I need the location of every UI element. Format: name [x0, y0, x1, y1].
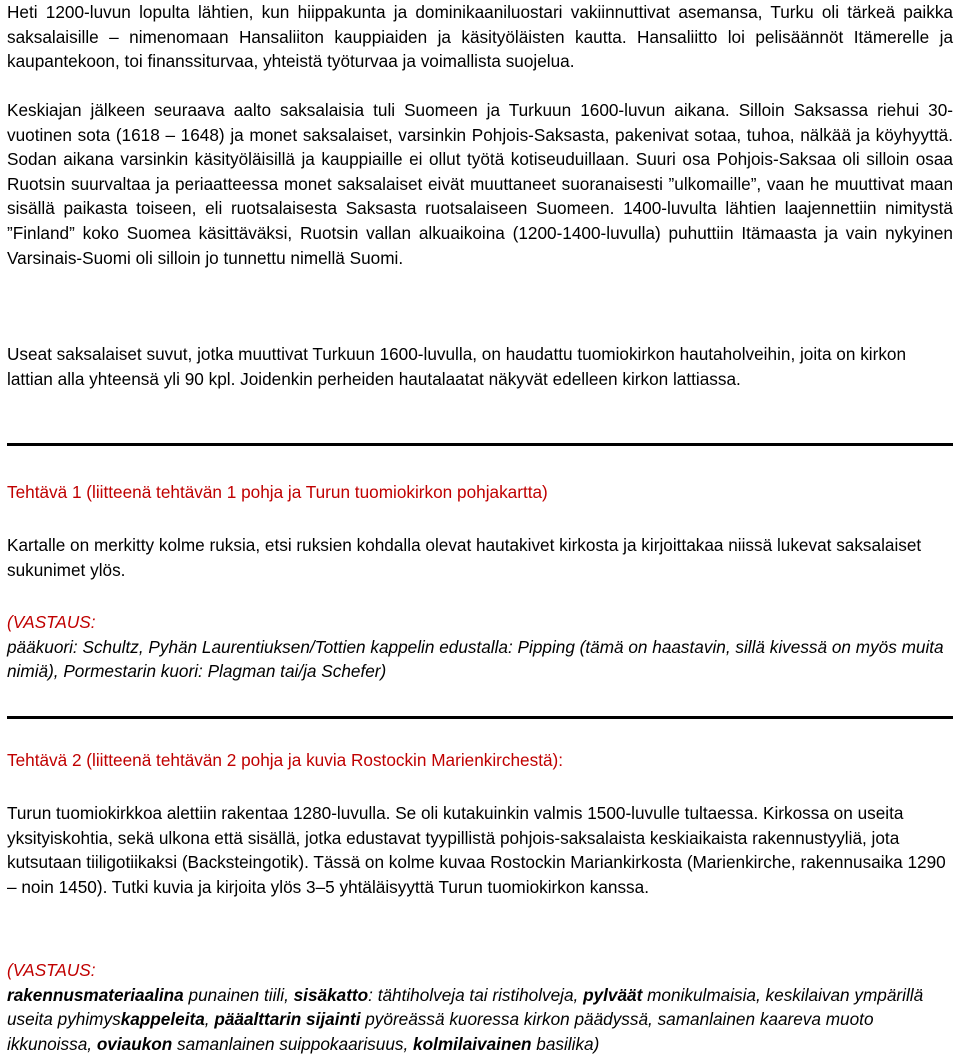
answer-term: oviaukon	[96, 1033, 173, 1054]
task1-answer	[7, 610, 953, 684]
answer-term: rakennusmateriaalina	[7, 984, 184, 1005]
intro-text-3: Useat saksalaiset suvut, jotka muuttivat Turkuun 1600-luvulla, on haudattu tuomiokirkon hautaholveihin, joita on kirkon lattian alla yhteensä yli 90 kpl. Joidenkin perheiden hautalaatat näkyvät edelleen kirkon lattiassa.	[7, 344, 907, 389]
answer-text: samanlainen suippokaarisuus,	[172, 1033, 414, 1054]
section-divider	[7, 716, 953, 719]
task2-body	[7, 801, 953, 899]
answer-text: monikulmaisia, keskilaivan ympärillä useita pyhimys	[7, 984, 924, 1030]
answer-term: pääalttarin sijainti	[214, 1009, 361, 1030]
task2-answer-text	[7, 983, 953, 1057]
answer-text: basilika)	[531, 1033, 600, 1054]
task2-text: Turun tuomiokirkkoa alettiin rakentaa 1280-luvulla. Se oli kutakuinkin valmis 1500-luvulle tultaessa. Kirkossa on useita yksityiskohtia, sekä ulkona että sisällä, jotka edustavat tyypillistä pohjois-saksalaista keskiaikaista rakennustyyliä, jota kutsutaan tiiligotiikaksi (Backsteingotik). Tässä on kolme kuvaa Rostockin Mariankirkosta (Marienkirche, rakennusaika 1290 – noin 1450). Tutki kuvia ja kirjoita ylös 3–5 yhtäläisyyttä Turun tuomiokirkon kanssa.	[7, 803, 946, 897]
task2-answer-label: (VASTAUS:	[7, 960, 96, 980]
task1-body	[7, 533, 953, 582]
intro-paragraph-1	[7, 0, 953, 74]
task1-answer-text: pääkuori: Schultz, Pyhän Laurentiuksen/Tottien kappelin edustalla: Pipping (tämä on haastavin, sillä kivessä on myös muita nimiä), Pormestarin kuori: Plagman tai/ja Schefer)	[7, 636, 944, 682]
task1-answer-label: (VASTAUS:	[7, 612, 96, 632]
answer-term: kolmilaivainen	[413, 1033, 532, 1054]
section-divider	[7, 443, 953, 446]
intro-paragraph-2	[7, 98, 953, 270]
intro-text-2: Keskiajan jälkeen seuraava aalto saksalaisia tuli Suomeen ja Turkuun 1600-luvun aikana. Silloin Saksassa riehui 30-vuotinen sota (1618 – 1648) ja monet saksalaiset, varsinkin Pohjois-Saksasta, pakenivat sotaa, tuhoa, nälkää ja köyhyyttä. Sodan aikana varsinkin käsityöläisillä ja kauppiaille ei ollut työtä kotiseuduillaan. Suuri osa Pohjois-Saksaa oli silloin osaa Ruotsin suurvaltaa ja periaatteessa monet saksalaiset eivät muuttaneet suoranaisesti ”ulkomaille”, vaan he muuttivat maan sisällä paikasta toiseen, eli ruotsalaisesta Saksasta ruotsalaiseen Suomeen. 1400-luvulta lähtien laajennettiin nimitystä ”Finland” koko Suomea käsittäväksi, Ruotsin vallan alkuaikoina (1200-1400-luvulla) puhuttiin Itämaasta ja vain nykyinen Varsinais-Suomi oli silloin jo tunnettu nimellä Suomi.	[7, 100, 953, 268]
intro-text-1: Heti 1200-luvun lopulta lähtien, kun hiippakunta ja dominikaaniluostari vakiinnuttivat asemansa, Turku oli tärkeä paikka saksalaisille – nimenomaan Hansaliiton kauppiaiden ja käsityöläisten kautta. Hansaliitto loi pelisäännöt Itämerelle ja kaupantekoon, toi finanssiturvaa, yhteistä työturvaa ja voimallista suojelua.	[7, 2, 953, 72]
answer-text: ,	[204, 1009, 215, 1030]
task2-heading: Tehtävä 2 (liitteenä tehtävän 2 pohja ja kuvia Rostockin Marienkirchestä):	[7, 750, 564, 770]
task1-section	[7, 480, 953, 505]
task2-section	[7, 748, 953, 773]
answer-text: : tähtiholveja tai ristiholveja,	[368, 984, 584, 1005]
intro-paragraph-3	[7, 342, 953, 391]
answer-term: pylväät	[583, 984, 643, 1005]
answer-text: pyöreässä kuoressa kirkon päädyssä, samanlainen kaareva muoto ikkunoissa,	[7, 1009, 874, 1054]
task1-text: Kartalle on merkitty kolme ruksia, etsi ruksien kohdalla olevat hautakivet kirkosta ja kirjoittakaa niissä lukevat saksalaiset sukunimet ylös.	[7, 535, 922, 580]
answer-term: kappeleita	[120, 1009, 205, 1030]
task2-answer	[7, 958, 953, 1056]
task1-heading: Tehtävä 1 (liitteenä tehtävän 1 pohja ja Turun tuomiokirkon pohjakartta)	[7, 482, 548, 502]
answer-term: sisäkatto	[293, 984, 369, 1005]
answer-text: punainen tiili,	[183, 984, 294, 1005]
